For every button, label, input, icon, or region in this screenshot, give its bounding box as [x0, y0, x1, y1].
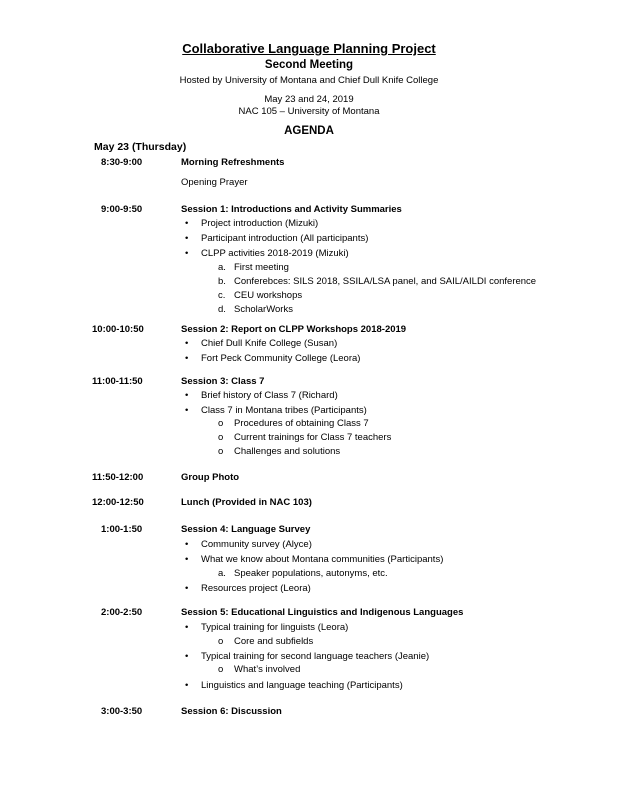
session-time: 1:00-1:50: [101, 524, 143, 535]
bullet-icon: •: [185, 539, 189, 550]
sub-list-text: Procedures of obtaining Class 7: [234, 418, 369, 429]
sub-list-marker: o: [218, 418, 224, 429]
sub-list-marker: c.: [218, 290, 226, 301]
list-item-text: Participant introduction (All participants): [201, 233, 369, 244]
bullet-icon: •: [185, 405, 189, 416]
list-item-text: Typical training for second language teachers (Jeanie): [201, 651, 430, 662]
sub-list-marker: a.: [218, 568, 226, 579]
session-title: Session 1: Introductions and Activity Summaries: [181, 204, 402, 215]
bullet-icon: •: [185, 390, 189, 401]
session-time: 8:30-9:00: [101, 157, 143, 168]
session-title: Morning Refreshments: [181, 157, 285, 168]
sub-list-text: Speaker populations, autonyms, etc.: [234, 568, 388, 579]
sub-list-marker: a.: [218, 262, 226, 273]
sub-list-marker: o: [218, 432, 224, 443]
document-subtitle: Second Meeting: [264, 59, 354, 71]
host-line: Hosted by University of Montana and Chief Dull Knife College: [179, 75, 439, 86]
list-item-text: Brief history of Class 7 (Richard): [201, 390, 338, 401]
sub-list-marker: b.: [218, 276, 226, 287]
sub-list-text: First meeting: [234, 262, 289, 273]
agenda-heading: AGENDA: [284, 125, 334, 137]
session-title: Session 6: Discussion: [181, 706, 282, 717]
session-time: 11:00-11:50: [92, 376, 143, 387]
session-title: Session 4: Language Survey: [181, 524, 311, 535]
bullet-icon: •: [185, 583, 189, 594]
bullet-icon: •: [185, 233, 189, 244]
sub-list-text: What’s involved: [234, 664, 301, 675]
bullet-icon: •: [185, 338, 189, 349]
sub-list-text: CEU workshops: [234, 290, 303, 301]
day-heading: May 23 (Thursday): [94, 141, 187, 153]
session-time: 9:00-9:50: [101, 204, 143, 215]
sub-list-marker: o: [218, 446, 224, 457]
bullet-icon: •: [185, 680, 189, 691]
list-item-text: Community survey (Alyce): [201, 539, 312, 550]
list-item-text: Class 7 in Montana tribes (Participants): [201, 405, 367, 416]
bullet-icon: •: [185, 554, 189, 565]
list-item-text: Resources project (Leora): [201, 583, 311, 594]
session-note: Opening Prayer: [181, 177, 248, 188]
sub-list-marker: d.: [218, 304, 226, 315]
session-title: Lunch (Provided in NAC 103): [181, 497, 312, 508]
session-title: Session 5: Educational Linguistics and Indigenous Languages: [181, 607, 464, 618]
session-time: 11:50-12:00: [92, 472, 144, 483]
sub-list-marker: o: [218, 664, 224, 675]
list-item-text: CLPP activities 2018-2019 (Mizuki): [201, 248, 349, 259]
session-time: 10:00-10:50: [92, 324, 144, 335]
sub-list-text: Conferebces: SILS 2018, SSILA/LSA panel, and SAIL/AILDI conference: [234, 276, 537, 287]
sub-list-marker: o: [218, 636, 224, 647]
meeting-dates: May 23 and 24, 2019: [264, 94, 354, 105]
sub-list-text: Current trainings for Class 7 teachers: [234, 432, 392, 443]
list-item-text: Typical training for linguists (Leora): [201, 622, 349, 633]
list-item-text: Chief Dull Knife College (Susan): [201, 338, 338, 349]
bullet-icon: •: [185, 622, 189, 633]
session-title: Session 3: Class 7: [181, 376, 265, 387]
document-title: Collaborative Language Planning Project: [182, 41, 436, 56]
list-item-text: Linguistics and language teaching (Participants): [201, 680, 403, 691]
bullet-icon: •: [185, 218, 189, 229]
sub-list-text: ScholarWorks: [234, 304, 293, 315]
list-item-text: Fort Peck Community College (Leora): [201, 353, 361, 364]
session-title: Session 2: Report on CLPP Workshops 2018-2019: [181, 324, 407, 335]
meeting-location: NAC 105 – University of Montana: [238, 106, 380, 117]
bullet-icon: •: [185, 248, 189, 259]
list-item-text: What we know about Montana communities (Participants): [201, 554, 444, 565]
sub-list-text: Core and subfields: [234, 636, 314, 647]
sub-list-text: Challenges and solutions: [234, 446, 341, 457]
session-title: Group Photo: [181, 472, 240, 483]
list-item-text: Project introduction (Mizuki): [201, 218, 319, 229]
bullet-icon: •: [185, 353, 189, 364]
session-time: 2:00-2:50: [101, 607, 143, 618]
session-time: 3:00-3:50: [101, 706, 143, 717]
session-time: 12:00-12:50: [92, 497, 144, 508]
bullet-icon: •: [185, 651, 189, 662]
